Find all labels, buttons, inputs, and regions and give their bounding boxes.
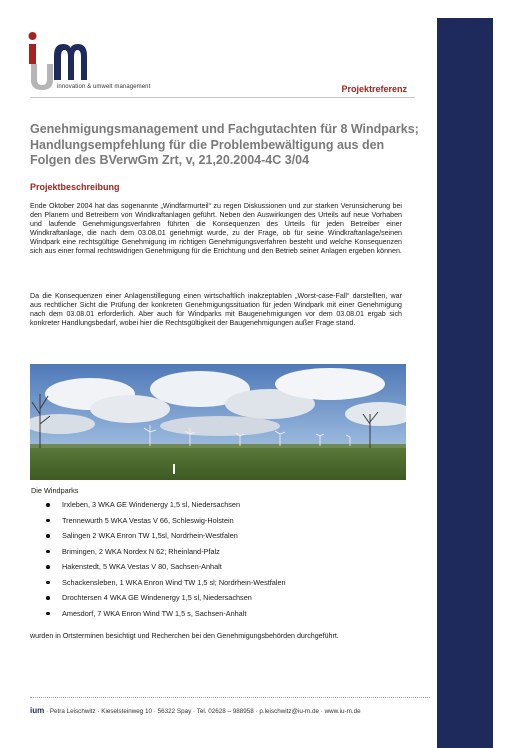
footer-divider <box>30 697 430 698</box>
bullet-icon <box>46 503 50 507</box>
section-heading: Projektbeschreibung <box>30 182 120 192</box>
list-item: Brimingen, 2 WKA Nordex N 62; Rheinland-Pfalz <box>46 547 286 563</box>
list-item: Irxleben, 3 WKA GE Windenergy 1,5 sl, Niedersachsen <box>46 500 286 516</box>
bullet-icon <box>46 534 50 538</box>
footer-contact: · Petra Leischwitz · Kieselsteinweg 10 · 56322 Spay · Tel. 02628 – 988958 · p.leischwitz@iu-m.de · www.iu-m.de <box>45 708 361 715</box>
bullet-icon <box>46 519 50 523</box>
list-item: Amesdorf, 7 WKA Enron Wind TW 1,5 s, Sachsen-Anhalt <box>46 609 286 625</box>
list-item: Trennewurth 5 WKA Vestas V 66, Schleswig-Holstein <box>46 516 286 532</box>
windparks-heading: Die Windparks <box>31 486 79 495</box>
wind-farm-photo <box>30 364 406 480</box>
list-item: Salingen 2 WKA Enron TW 1,5sl, Nordrhein-Westfalen <box>46 531 286 547</box>
document-title: Genehmigungsmanagement und Fachgutachten für 8 Windparks; Handlungsempfehlung für die Problembewältigung aus den Folgen des BVerwGm Zrt, v, 21,20.2004-4C 3/04 <box>30 122 419 167</box>
side-color-bar <box>437 18 493 748</box>
bullet-icon <box>46 596 50 600</box>
windparks-list <box>46 500 286 624</box>
bullet-icon <box>46 612 50 616</box>
footer <box>30 706 361 715</box>
bullet-icon <box>46 550 50 554</box>
bullet-icon <box>46 581 50 585</box>
footer-brand: ium <box>30 706 45 715</box>
paragraph-1: Ende Oktober 2004 hat das sogenannte „Windfarmurteil“ zu regen Diskussionen und zur starken Verunsicherung bei den Planern und Betreibern von Windkraftanlagen geführt. Neben den Auswirkungen des Urteils auf neue Vorhaben und laufende Genehmigungsverfahren führten die Konsequenzen des Urteils für jeden Betreiber einer Windkraftanlage, die nach dem 03.08.01 genehmigt wurde, zu der Frage, ob für seine Windkraftanlage/seinen Windpark eine rechtsgültige Genehmigung im richtigen Genehmigungsverfahren besteht und welche Konsequenzen sich aus einer formal rechtswidrigen Genehmigung für die Errichtung und den Betrieb seiner Anlagen ergeben können. <box>30 202 402 255</box>
paragraph-3: wurden in Ortsterminen besichtigt und Recherchen bei den Genehmigungsbehörden durchgeführt. <box>30 632 339 640</box>
bullet-icon <box>46 565 50 569</box>
list-item: Schackensleben, 1 WKA Enron Wind TW 1,5 sl; Nordrhein-Westfalen <box>46 578 286 594</box>
list-item: Hakenstedt, 5 WKA Vestas V 80, Sachsen-Anhalt <box>46 562 286 578</box>
list-item: Drochtersen 4 WKA GE Windenergy 1,5 sl, Niedersachsen <box>46 593 286 609</box>
logo-tagline: innovation & umwelt management <box>57 84 151 90</box>
project-reference-label: Projektreferenz <box>341 84 407 94</box>
paragraph-2: Da die Konsequenzen einer Anlagenstillegung einen wirtschaftlich inakzeptablen „Worst-case-Fall“ darstellten, war aus rechtlicher Sicht die Prüfung der konkreten Genehmigungssituation für jeden Windpark mit einer Genehmigung nach dem 03.08.01 erforderlich. Aber auch für Windparks mit Baugenehmigungen vor dem 03.08.01 ergab sich konkreter Handlungsbedarf, wobei hier die Rechtsgültigkeit der Baugenehmigungen außer Frage stand. <box>30 292 402 327</box>
header-divider <box>30 97 415 98</box>
